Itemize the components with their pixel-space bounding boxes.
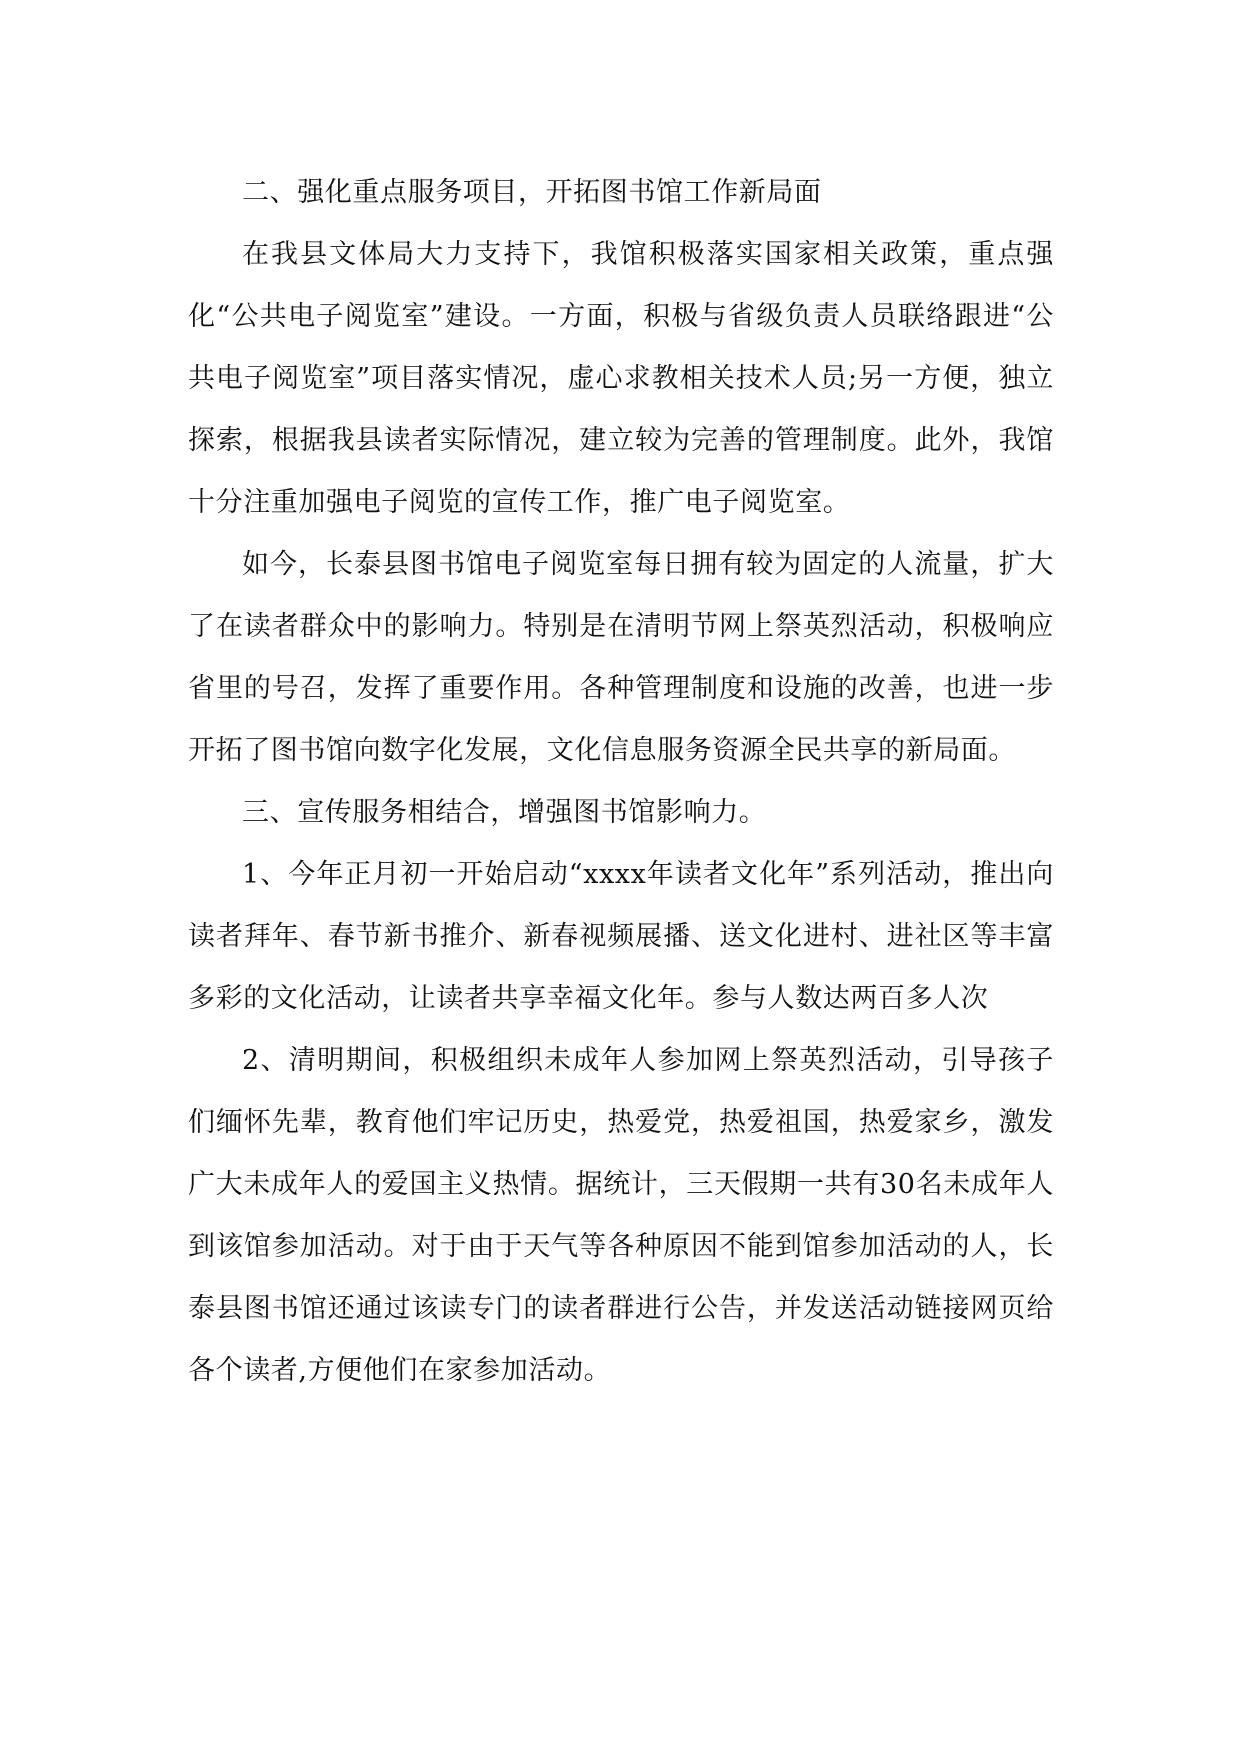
- paragraph-e-reading-room: 在我县文体局大力支持下，我馆积极落实国家相关政策，重点强化“公共电子阅览室”建设。一方面，积极与省级负责人员联络跟进“公共电子阅览室”项目落实情况，虚心求教相关技术人员;另一方便，独立探索，根据我县读者实际情况，建立较为完善的管理制度。此外，我馆十分注重加强电子阅览的宣传工作，推广电子阅览室。: [188, 239, 1054, 518]
- paragraph-reading-room-impact: 如今，长泰县图书馆电子阅览室每日拥有较为固定的人流量，扩大了在读者群众中的影响力。特别是在清明节网上祭英烈活动，积极响应省里的号召，发挥了重要作用。各种管理制度和设施的改善，也进一步开拓了图书馆向数字化发展，文化信息服务资源全民共享的新局面。: [188, 549, 1054, 766]
- section-heading-2: 二、强化重点服务项目，开拓图书馆工作新局面: [242, 177, 822, 208]
- document-page: [188, 162, 1054, 1402]
- section-heading-3: 三、宣传服务相结合，增强图书馆影响力。: [242, 797, 767, 828]
- paragraph-item-1: 1、今年正月初一开始启动“xxxx年读者文化年”系列活动，推出向读者拜年、春节新书推介、新春视频展播、送文化进村、进社区等丰富多彩的文化活动，让读者共享幸福文化年。参与人数达两百多人次: [188, 859, 1054, 1014]
- paragraph-item-2: 2、清明期间，积极组织未成年人参加网上祭英烈活动，引导孩子们缅怀先辈，教育他们牢记历史，热爱党，热爱祖国，热爱家乡，激发广大未成年人的爱国主义热情。据统计，三天假期一共有30名未成年人到该馆参加活动。对于由于天气等各种原因不能到馆参加活动的人，长泰县图书馆还通过该读专门的读者群进行公告，并发送活动链接网页给各个读者,方便他们在家参加活动。: [188, 1045, 1054, 1386]
